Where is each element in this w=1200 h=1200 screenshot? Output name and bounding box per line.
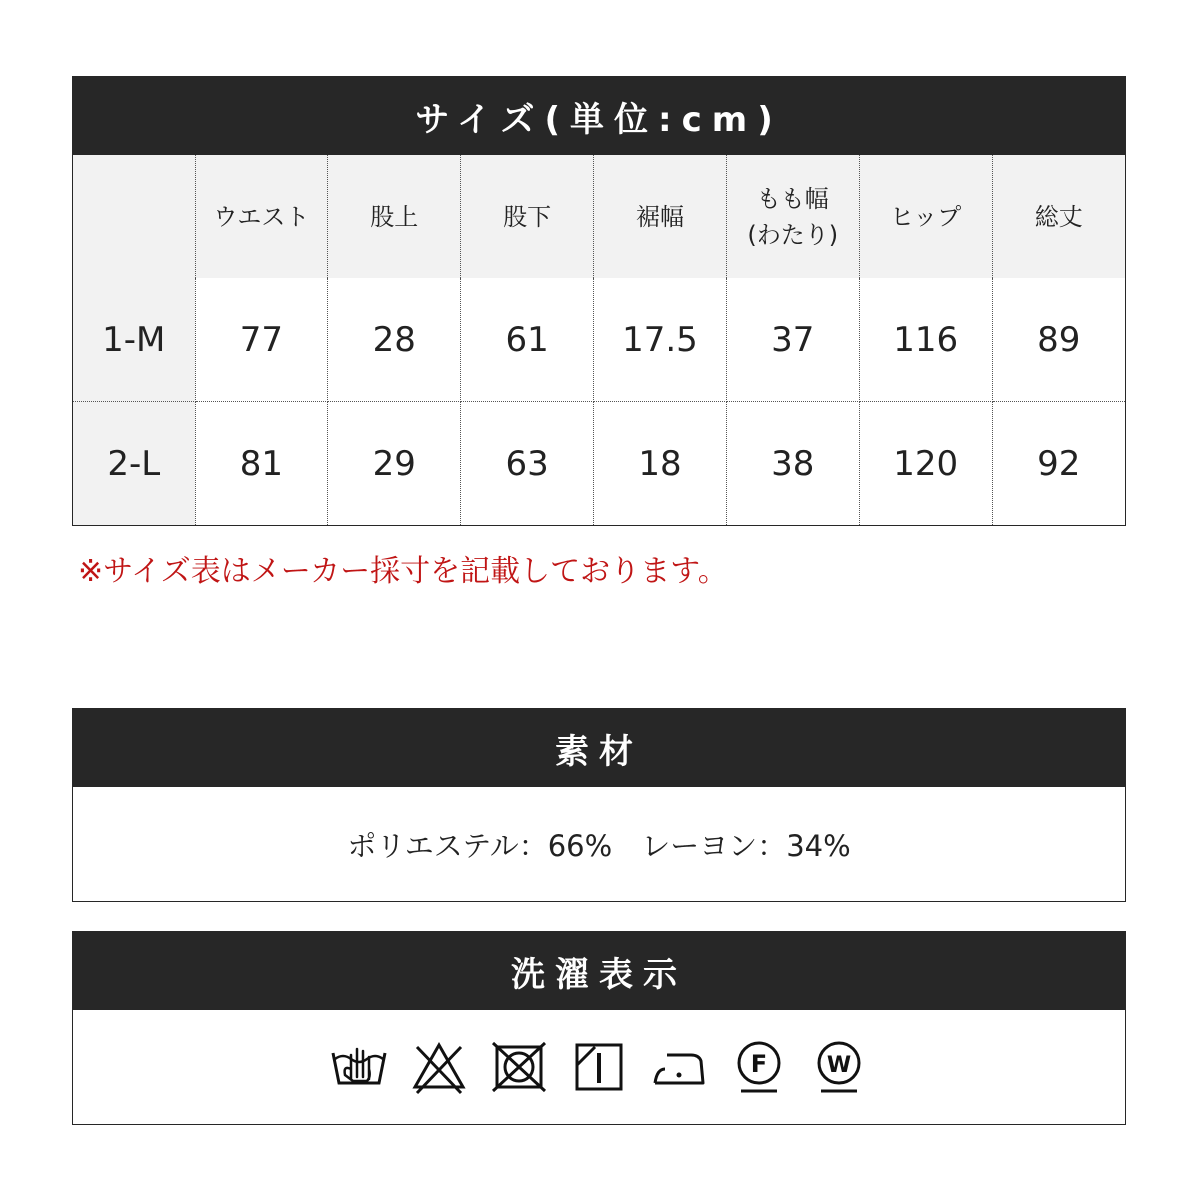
row-label-size: 2-L [73, 402, 195, 526]
care-icons-row [73, 1010, 1125, 1124]
wet-clean-gentle-icon [809, 1039, 869, 1095]
material-content [73, 787, 1125, 901]
hand-wash-icon [329, 1039, 389, 1095]
table-row [73, 402, 1125, 526]
table-cell: 18 [594, 402, 727, 526]
size-title: サイズ(単位:cm) [415, 99, 783, 140]
column-header-hem-width: 裾幅 [594, 155, 727, 278]
svg-text:W: W [826, 1053, 852, 1078]
table-cell: 38 [726, 402, 859, 526]
column-header-rise: 股上 [328, 155, 461, 278]
material-header [73, 709, 1125, 787]
table-cell: 120 [859, 402, 992, 526]
table-row [73, 278, 1125, 402]
svg-text:F: F [750, 1050, 768, 1078]
table-cell: 116 [859, 278, 992, 402]
table-cell: 28 [328, 278, 461, 402]
row-label-size: 1-M [73, 278, 195, 402]
material-section [72, 708, 1126, 902]
table-cell: 92 [1037, 443, 1081, 484]
column-header-inseam: 股下 [461, 155, 594, 278]
dry-clean-f-gentle-icon [729, 1039, 789, 1095]
table-cell: 89 [992, 278, 1125, 402]
no-tumble-dry-icon [489, 1039, 549, 1095]
column-header-hip: ヒップ [859, 155, 992, 278]
care-header [73, 932, 1125, 1010]
table-cell: 77 [195, 278, 328, 402]
material-title: 素材 [555, 731, 643, 772]
size-table [73, 155, 1125, 525]
no-bleach-icon [409, 1039, 469, 1095]
table-cell: 81 [195, 402, 328, 526]
drip-dry-shade-icon [569, 1039, 629, 1095]
size-table-header-row [73, 155, 1125, 278]
size-section [72, 76, 1126, 526]
size-note: ※サイズ表はメーカー採寸を記載しております。 [78, 554, 728, 589]
size-header [73, 77, 1125, 155]
material-text: ポリエステル：66% レーヨン：34% [347, 828, 851, 863]
table-cell: 61 [461, 278, 594, 402]
table-cell: 29 [328, 402, 461, 526]
column-header-waist: ウエスト [195, 155, 328, 278]
care-title: 洗濯表示 [511, 954, 687, 995]
table-cell: 37 [726, 278, 859, 402]
iron-low-icon [649, 1039, 709, 1095]
corner-cell [73, 155, 195, 278]
table-cell: 17.5 [594, 278, 727, 402]
table-cell: 63 [461, 402, 594, 526]
care-section [72, 931, 1126, 1125]
column-header-thigh-width: もも幅 (わたり) [726, 155, 859, 278]
column-header-total-length: 総丈 [992, 155, 1125, 278]
